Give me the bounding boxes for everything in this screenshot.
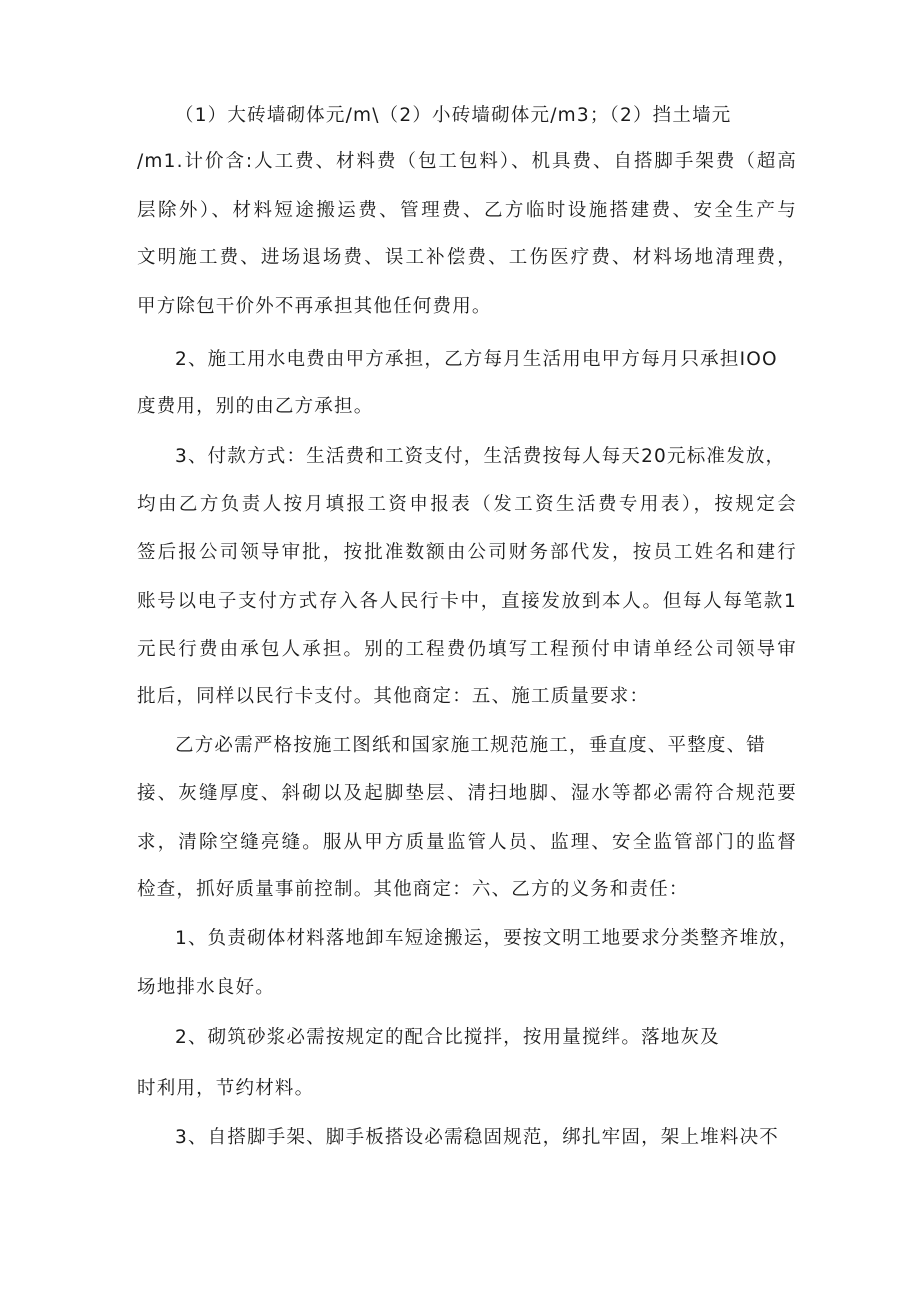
text-line: 3、付款方式：生活费和工资支付，生活费按每人每天20元标准发放， (175, 446, 786, 467)
text-line: 接、灰缝厚度、斜砌以及起脚垫层、清扫地脚、湿水等都必需符合规范要 (137, 783, 797, 804)
text-line: 检查，抓好质量事前控制。其他商定：六、乙方的义务和责任： (137, 879, 689, 900)
text-line: 1、负责砌体材料落地卸车短途搬运，要按文明工地要求分类整齐堆放， (175, 928, 799, 949)
text-line: 签后报公司领导审批，按批准数额由公司财务部代发，按员工姓名和建行 (137, 542, 797, 563)
text-line: 层除外）、材料短途搬运费、管理费、乙方临时设施搭建费、安全生产与 (137, 200, 797, 221)
text-line: 度费用，别的由乙方承担。 (137, 396, 374, 417)
text-line: 求，清除空缝亮缝。服从甲方质量监管人员、监理、安全监管部门的监督 (137, 832, 797, 853)
text-line: 文明施工费、进场退场费、误工补偿费、工伤医疗费、材料场地清理费， (137, 247, 797, 268)
text-line: 2、砌筑砂浆必需按规定的配合比搅拌，按用量搅绊。落地灰及 (175, 1027, 720, 1048)
text-line: 2、施工用水电费由甲方承担，乙方每月生活用电甲方每月只承担IOO (175, 349, 778, 370)
text-line: 批后，同样以民行卡支付。其他商定：五、施工质量要求： (137, 686, 650, 707)
text-line: （1）大砖墙砌体元/m\（2）小砖墙砌体元/m3；（2）挡土墙元 (175, 105, 732, 126)
text-line: 3、自搭脚手架、脚手板搭设必需稳固规范，绑扎牢固，架上堆料决不 (175, 1127, 779, 1148)
text-line: 元民行费由承包人承担。别的工程费仍填写工程预付申请单经公司领导审 (137, 639, 797, 660)
text-line: 账号以电子支付方式存入各人民行卡中，直接发放到本人。但每人每笔款1 (137, 591, 797, 612)
text-line: 场地排水良好。 (137, 977, 275, 998)
text-line: /m1.计价含:人工费、材料费（包工包料）、机具费、自搭脚手架费（超高 (137, 151, 797, 172)
text-line: 甲方除包干价外不再承担其他任何费用。 (137, 296, 492, 317)
text-line: 乙方必需严格按施工图纸和国家施工规范施工，垂直度、平整度、错 (175, 735, 767, 756)
text-line: 时利用，节约材料。 (137, 1078, 315, 1099)
text-line: 均由乙方负责人按月填报工资申报表（发工资生活费专用表），按规定会 (137, 494, 797, 515)
